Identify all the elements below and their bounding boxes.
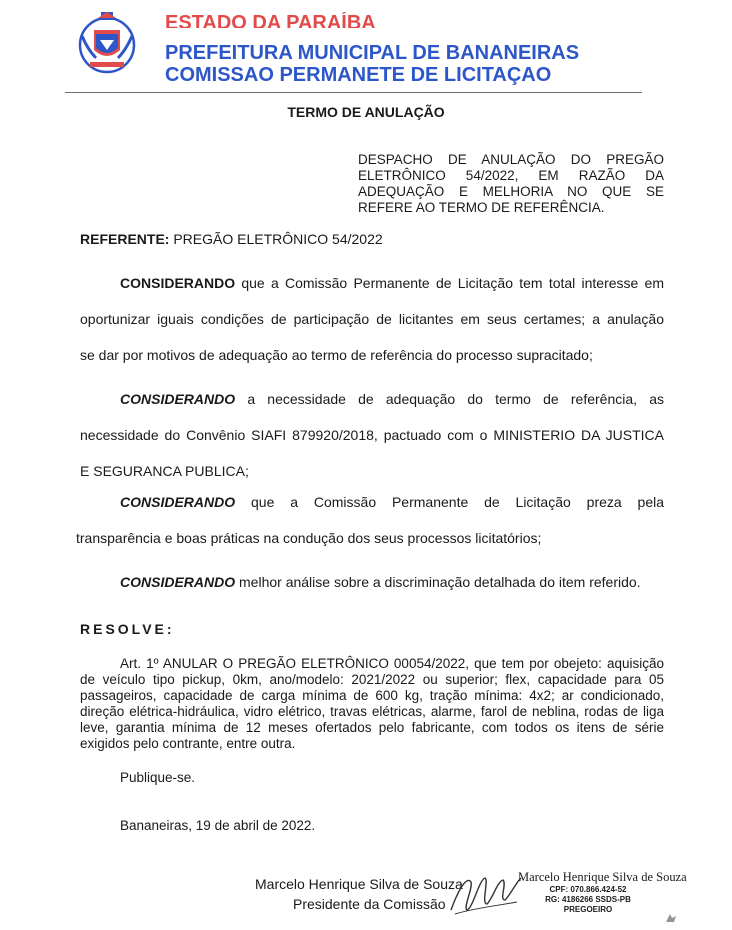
despacho-line: ADEQUAÇÃO E MELHORIA NO QUE SE <box>358 184 664 199</box>
stamp-cpf: CPF: 070.866.424-52 <box>549 885 627 894</box>
referente-label: REFERENTE: <box>80 231 170 247</box>
document-title: TERMO DE ANULAÇÃO <box>287 104 445 120</box>
despacho-block <box>358 152 664 216</box>
referente-line <box>80 231 383 247</box>
considerando-text: que a Comissão Permanente de Licitação preza pela <box>251 494 665 510</box>
considerando-label: CONSIDERANDO <box>120 494 236 510</box>
considerando-text: a necessidade de adequação do termo de referência, as <box>247 391 664 407</box>
considerando-text: E SEGURANCA PUBLICA; <box>80 463 249 479</box>
considerando-label: CONSIDERANDO <box>120 391 236 407</box>
article-1: Art. 1º ANULAR O PREGÃO ELETRÔNICO 00054/2022, que tem por obejeto: aquisição de veículo tipo pickup, 0km, ano/modelo: 2021/2022 ou superior; flex, capacidade para 05 passageiros, capacidade de carga mínima de 600 kg, tração mínima: 4x2; ar condicionado, direção elétrica-hidráulica, vidro elétrico, travas elétricas, alarme, farol de neblina, rodas de liga leve, garantia mínima de 12 meses ofertados pelo fabricante, com todos os itens de série exigidos pelo contrante, entre outra. <box>80 656 664 751</box>
considerando-text: melhor análise sobre a discriminação detalhada do item referido. <box>239 574 641 590</box>
despacho-line: ELETRÔNICO 54/2022, EM RAZÃO DA <box>358 168 664 183</box>
header-divider <box>65 92 642 93</box>
considerando-text: transparência e boas práticas na condução dos seus processos licitatórios; <box>76 530 542 546</box>
coat-of-arms-icon <box>76 10 138 76</box>
local-date: Bananeiras, 19 de abril de 2022. <box>120 818 316 833</box>
signatory-role: Presidente da Comissão <box>293 896 446 912</box>
signatory-name: Marcelo Henrique Silva de Souza <box>255 876 463 892</box>
considerando-text: que a Comissão Permanente de Licitação tem total interesse em <box>241 275 664 291</box>
referente-value: PREGÃO ELETRÔNICO 54/2022 <box>173 231 383 247</box>
stamp-role: PREGOEIRO <box>563 905 613 914</box>
stamp-rg: RG: 4186266 SSDS-PB <box>545 895 631 904</box>
header-municipality: PREFEITURA MUNICIPAL DE BANANEIRAS <box>165 42 580 64</box>
considerando-label: CONSIDERANDO <box>120 275 236 291</box>
considerando-text: oportunizar iguais condições de participação de licitantes em seus certames; a anulação <box>80 311 664 327</box>
considerando-text: se dar por motivos de adequação ao termo de referência do processo supracitado; <box>80 347 593 363</box>
official-stamp <box>518 870 687 915</box>
handwritten-signature-icon <box>445 868 525 918</box>
considerando-text: necessidade do Convênio SIAFI 879920/2018, pactuado com o MINISTERIO DA JUSTICA <box>80 427 664 443</box>
header-state: ESTADO DA PARAÍBA <box>165 12 376 28</box>
despacho-line: REFERE AO TERMO DE REFERÊNCIA. <box>358 200 605 215</box>
despacho-line: DESPACHO DE ANULAÇÃO DO PREGÃO <box>358 152 664 167</box>
stamp-name: Marcelo Henrique Silva de Souza <box>518 870 687 884</box>
considerando-label: CONSIDERANDO <box>120 574 236 590</box>
header-commission: COMISSAO PERMANETE DE LICITAÇAO <box>165 64 552 86</box>
publique-line: Publique-se. <box>120 770 196 785</box>
resolve-heading: RESOLVE: <box>80 621 175 637</box>
scan-mark-icon <box>664 912 678 924</box>
